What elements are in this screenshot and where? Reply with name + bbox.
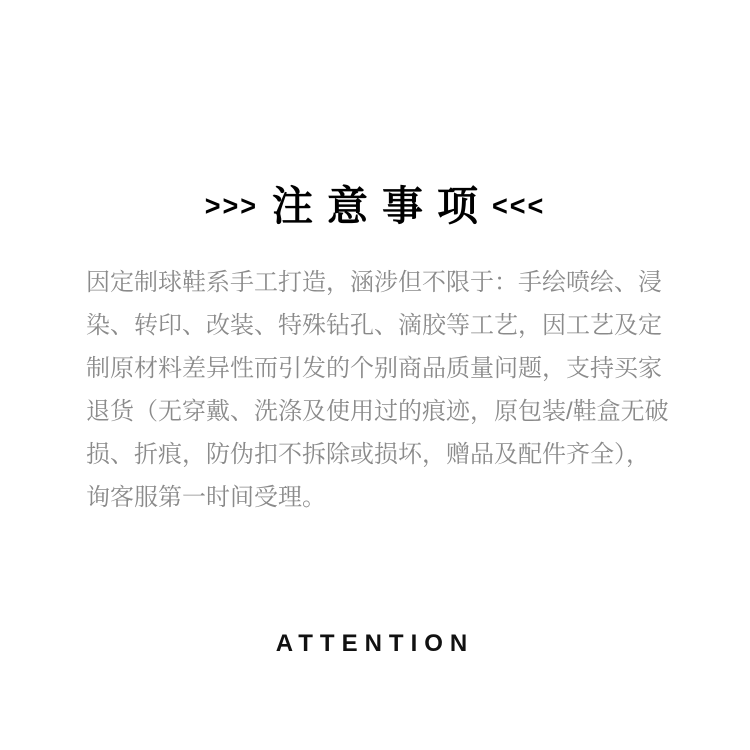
title-text: 注意事项: [272, 182, 492, 229]
body-line: 询客服第一时间受理。: [86, 484, 326, 511]
body-line: 因定制球鞋系手工打造，涵涉但不限于：手绘喷绘、浸: [86, 269, 662, 296]
body-line: 退货（无穿戴、洗涤及使用过的痕迹，原包装/鞋盒无破: [86, 398, 669, 425]
left-chevrons-decoration-icon: <<<: [492, 189, 546, 222]
body-line: 损、折痕，防伪扣不拆除或损坏，赠品及配件齐全），: [86, 441, 650, 468]
footer-attention-label: ATTENTION: [275, 630, 475, 657]
notice-body-paragraph: [86, 261, 669, 519]
body-line: 制原材料差异性而引发的个别商品质量问题，支持买家: [86, 355, 662, 382]
body-line: 染、转印、改装、特殊钻孔、滴胶等工艺，因工艺及定: [86, 312, 662, 339]
page-title: [0, 180, 750, 232]
right-chevrons-decoration-icon: >>>: [204, 189, 258, 222]
